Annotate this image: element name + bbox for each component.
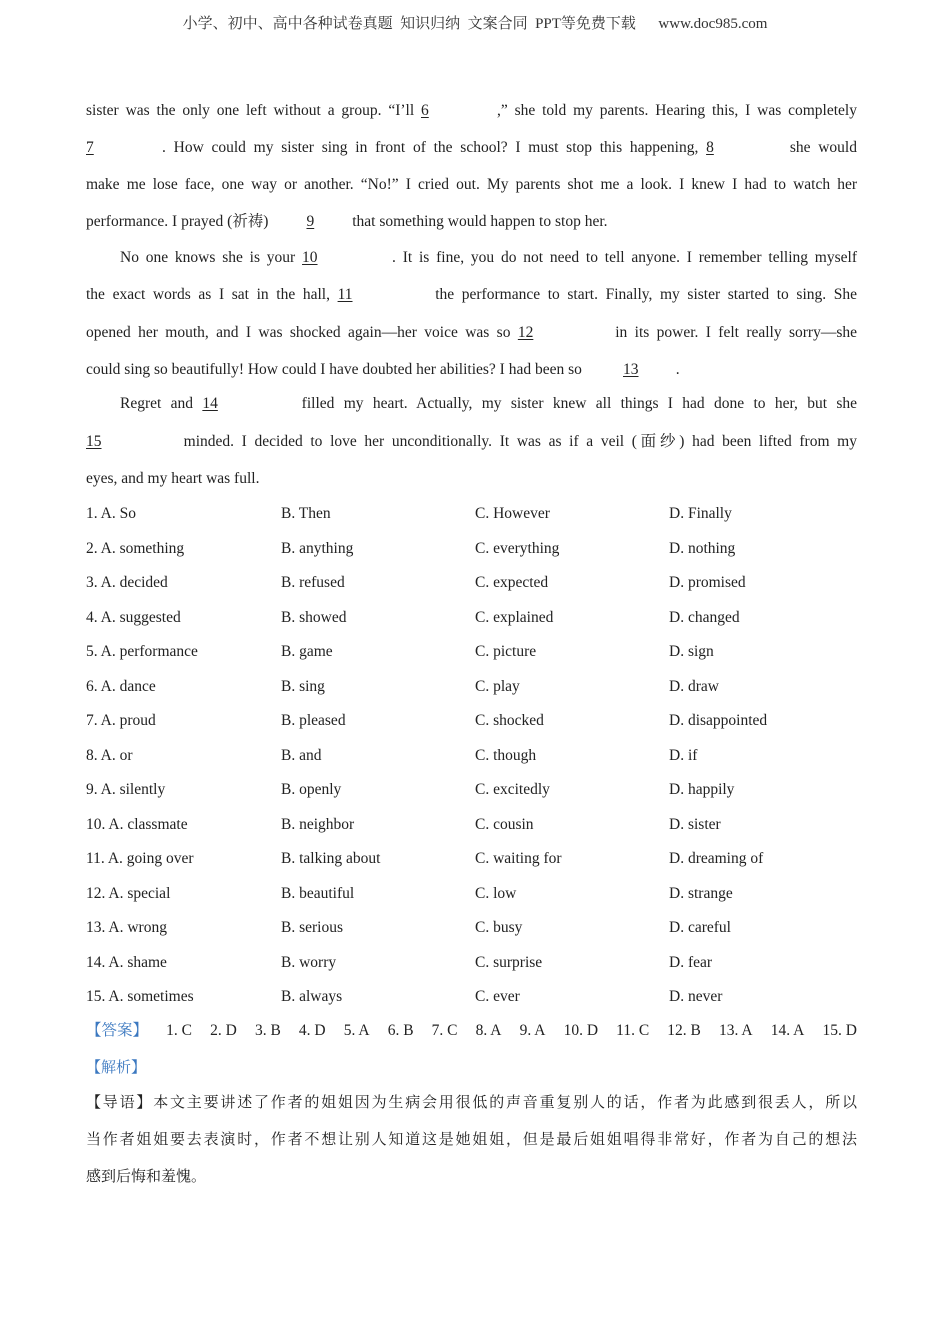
answer-item: 11. C xyxy=(616,1022,650,1039)
option-10-C: C. cousin xyxy=(475,815,534,833)
passage-text: No one knows she is your xyxy=(120,249,303,266)
passage-text: the performance to start. Finally, my sister started to sing. She xyxy=(427,286,857,303)
passage-text: ,” she told my parents. Hearing this, I was completely xyxy=(497,102,857,119)
option-9-C: C. excitedly xyxy=(475,781,550,798)
option-8-B: B. and xyxy=(281,746,322,764)
option-1-C: C. However xyxy=(475,505,550,522)
option-12-A: 12. A. special xyxy=(86,884,171,902)
option-3-A: 3. A. decided xyxy=(86,574,168,591)
option-14-C: C. surprise xyxy=(475,953,543,971)
blank-15: 15 xyxy=(86,433,102,450)
passage-text: Regret and xyxy=(120,395,203,412)
option-8-C: C. though xyxy=(475,746,537,764)
option-14-D: D. fear xyxy=(669,953,713,971)
blank-10: 10 xyxy=(302,249,318,266)
intro-line: 【导语】本文主要讲述了作者的姐姐因为生病会用很低的声音重复别人的话，作者为此感到很丢人，所以 xyxy=(86,1093,857,1111)
option-10-A: 10. A. classmate xyxy=(86,815,188,833)
option-5-D: D. sign xyxy=(669,643,714,660)
option-11-D: D. dreaming of xyxy=(669,850,764,867)
passage-line xyxy=(86,100,857,122)
option-10-B: B. neighbor xyxy=(281,815,355,833)
answer-item: 15. D xyxy=(822,1022,857,1039)
passage-text: eyes, and my heart was full. xyxy=(86,470,260,487)
passage-text: . How could my sister sing in front of the school? I must stop this happening, xyxy=(162,139,707,156)
passage-line xyxy=(86,137,857,159)
option-11-A: 11. A. going over xyxy=(86,850,194,867)
passage-text: . It is fine, you do not need to tell anyone. I remember telling myself xyxy=(392,249,857,266)
option-8-A: 8. A. or xyxy=(86,746,133,764)
option-4-C: C. explained xyxy=(475,608,554,626)
intro-line: 感到后悔和羞愧。 xyxy=(86,1167,207,1185)
answer-item: 3. B xyxy=(254,1022,281,1039)
option-2-C: C. everything xyxy=(475,539,560,557)
answer-label: 【答案】 xyxy=(86,1022,149,1039)
blank-9: 9 xyxy=(306,213,315,230)
option-4-B: B. showed xyxy=(281,608,347,626)
blank-7: 7 xyxy=(86,139,94,156)
passage-text: performance. I prayed (祈祷) xyxy=(86,213,273,230)
option-8-D: D. if xyxy=(669,746,698,764)
option-1-B: B. Then xyxy=(281,505,331,522)
option-3-B: B. refused xyxy=(281,574,345,591)
answer-item: 10. D xyxy=(563,1022,599,1039)
option-15-C: C. ever xyxy=(475,988,520,1005)
option-3-D: D. promised xyxy=(669,574,746,591)
option-14-A: 14. A. shame xyxy=(86,953,167,971)
option-9-B: B. openly xyxy=(281,781,342,798)
blank-12: 12 xyxy=(517,324,534,341)
answer-item: 8. A xyxy=(475,1022,502,1039)
passage-line xyxy=(86,468,857,490)
answer-item: 12. B xyxy=(667,1022,701,1039)
option-5-B: B. game xyxy=(281,643,333,660)
analysis-label: 【解析】 xyxy=(86,1058,147,1076)
passage-text: opened her mouth, and I was shocked again—her voice was so xyxy=(86,324,518,341)
passage-text: the exact words as I sat in the hall, xyxy=(86,286,338,303)
option-9-A: 9. A. silently xyxy=(86,781,166,798)
option-5-A: 5. A. performance xyxy=(86,643,198,660)
passage-text: make me lose face, one way or another. “No!” I cried out. My parents shot me a look. I knew I had to watch her xyxy=(86,176,857,193)
option-15-A: 15. A. sometimes xyxy=(86,988,194,1005)
option-13-D: D. careful xyxy=(669,919,731,936)
intro-line: 当作者姐姐要去表演时，作者不想让别人知道这是她姐姐，但是最后姐姐唱得非常好，作者为自己的想法 xyxy=(86,1130,857,1148)
passage-line xyxy=(120,247,857,269)
option-6-C: C. play xyxy=(475,677,520,695)
passage-line xyxy=(86,211,857,233)
passage-line xyxy=(120,393,857,415)
option-9-D: D. happily xyxy=(669,781,735,798)
passage-text: she would xyxy=(782,139,857,156)
answer-item: 4. D xyxy=(298,1022,326,1039)
answer-item: 5. A xyxy=(343,1022,370,1039)
page-header: 小学、初中、高中各种试卷真题 知识归纳 文案合同 PPT等免费下载 www.doc985.com xyxy=(182,16,768,32)
option-15-B: B. always xyxy=(281,988,343,1005)
option-1-D: D. Finally xyxy=(669,505,732,522)
answer-item: 14. A xyxy=(770,1022,805,1039)
passage-line xyxy=(86,431,857,453)
option-3-C: C. expected xyxy=(475,574,549,591)
passage-text: minded. I decided to love her unconditionally. It was as if a veil (面纱) had been lifted from my xyxy=(176,433,857,450)
option-6-D: D. draw xyxy=(669,677,719,695)
passage-line xyxy=(86,284,857,306)
passage-text: filled my heart. Actually, my sister knew all things I had done to her, but she xyxy=(292,395,857,412)
option-5-C: C. picture xyxy=(475,643,537,660)
answer-item: 2. D xyxy=(210,1022,237,1039)
option-4-A: 4. A. suggested xyxy=(86,608,181,626)
option-12-D: D. strange xyxy=(669,884,733,902)
option-7-A: 7. A. proud xyxy=(86,712,156,729)
option-13-B: B. serious xyxy=(281,919,343,936)
option-4-D: D. changed xyxy=(669,608,740,626)
blank-6: 6 xyxy=(421,102,429,119)
option-12-B: B. beautiful xyxy=(281,884,355,902)
option-13-A: 13. A. wrong xyxy=(86,919,167,936)
option-2-D: D. nothing xyxy=(669,539,736,557)
option-7-B: B. pleased xyxy=(281,712,346,729)
passage-text: that something would happen to stop her. xyxy=(348,213,608,230)
passage-text: could sing so beautifully! How could I have doubted her abilities? I had been so xyxy=(86,361,586,378)
answer-item: 13. A xyxy=(719,1022,753,1039)
blank-14: 14 xyxy=(202,395,218,412)
option-2-B: B. anything xyxy=(281,539,354,557)
passage-line xyxy=(86,322,857,344)
answer-line xyxy=(86,1020,857,1042)
passage-line xyxy=(86,359,857,381)
option-13-C: C. busy xyxy=(475,919,523,936)
option-1-A: 1. A. So xyxy=(86,505,136,522)
option-6-A: 6. A. dance xyxy=(86,677,156,695)
passage-line xyxy=(86,174,857,196)
blank-13: 13 xyxy=(623,361,639,378)
option-15-D: D. never xyxy=(669,988,723,1005)
answer-item: 9. A xyxy=(519,1022,546,1039)
option-12-C: C. low xyxy=(475,884,517,902)
passage-text: sister was the only one left without a group. “I’ll xyxy=(86,102,421,119)
passage-text: . xyxy=(675,361,680,378)
option-11-C: C. waiting for xyxy=(475,850,562,867)
blank-8: 8 xyxy=(706,139,714,156)
option-7-D: D. disappointed xyxy=(669,712,768,729)
option-11-B: B. talking about xyxy=(281,850,381,867)
answer-item: 1. C xyxy=(166,1022,192,1039)
blank-11: 11 xyxy=(337,286,353,303)
passage-text: in its power. I felt really sorry—she xyxy=(607,324,857,341)
option-10-D: D. sister xyxy=(669,815,721,833)
option-7-C: C. shocked xyxy=(475,712,544,729)
answer-item: 7. C xyxy=(431,1022,458,1039)
option-14-B: B. worry xyxy=(281,953,337,971)
answer-item: 6. B xyxy=(387,1022,414,1039)
option-6-B: B. sing xyxy=(281,677,325,695)
option-2-A: 2. A. something xyxy=(86,539,185,557)
